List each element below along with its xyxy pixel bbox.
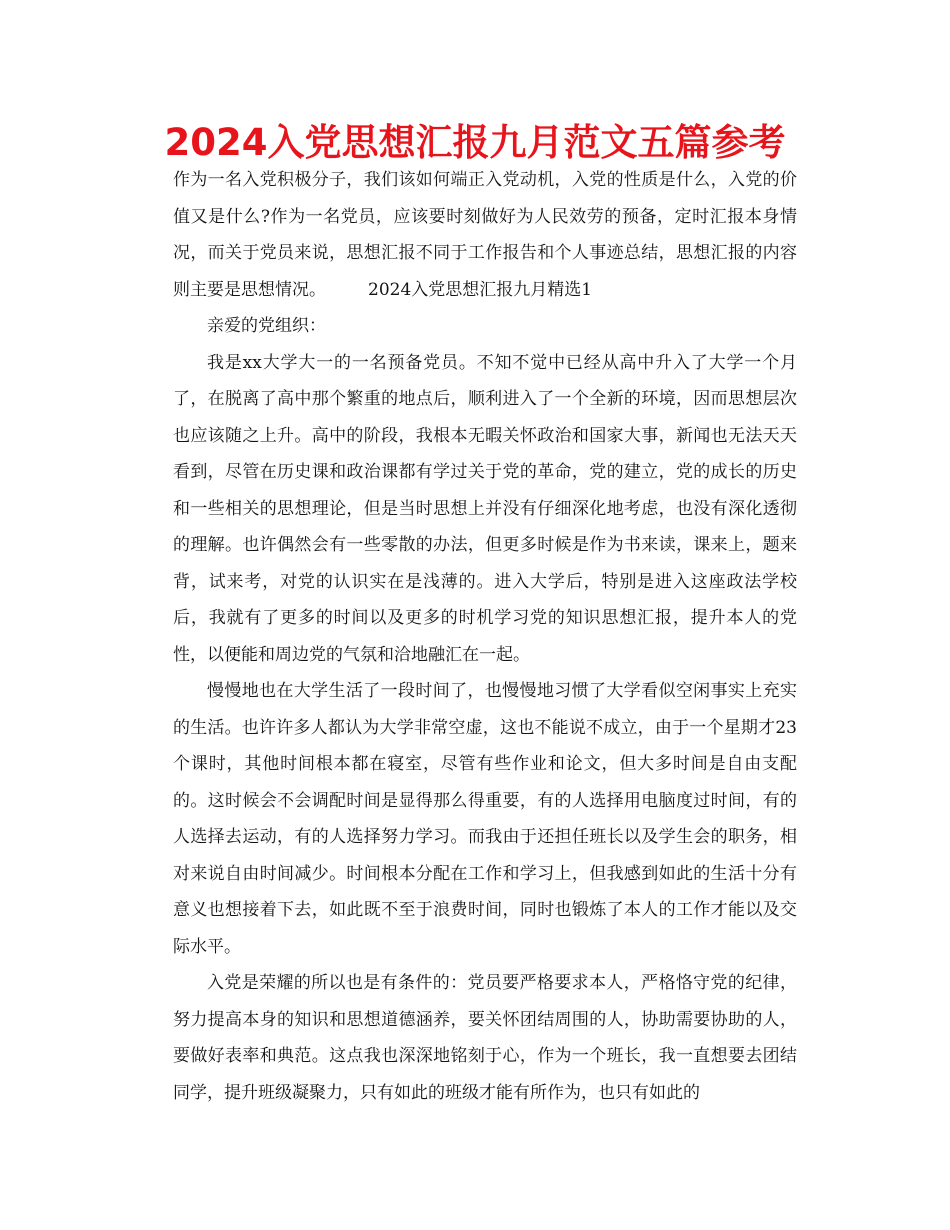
body-paragraph-2: 慢慢地也在大学生活了一段时间了，也慢慢地习惯了大学看似空闲事实上充实的生活。也许许多人都认为大学非常空虚，这也不能说不成立，由于一个星期才23个课时，其他时间根本都在寝室，尽管有些作业和论文，但大多时间是自由支配的。这时候会不会调配时间是显得那么得重要，有的人选择用电脑度过时间，有的人选择去运动，有的人选择努力学习。而我由于还担任班长以及学生会的职务，相对来说自由时间减少。时间根本分配在工作和学习上，但我感到如此的生活十分有意义也想接着下去，如此既不至于浪费时间，同时也锻炼了本人的工作才能以及交际水平。 — [173, 681, 797, 957]
intro-text: 作为一名入党积极分子，我们该如何端正入党动机，入党的性质是什么，入党的价值又是什么?作为一名党员，应该要时刻做好为人民效劳的预备，定时汇报本身情况，而关于党员来说，思想汇报不同于工作报告和个人事迹总结，思想汇报的内容则主要是思想情况。 — [173, 170, 797, 300]
section-heading: 2024入党思想汇报九月精选1 — [368, 279, 593, 300]
salutation: 亲爱的党组织： — [207, 316, 326, 336]
intro-paragraph — [173, 162, 797, 308]
body-paragraph-1: 我是xx大学大一的一名预备党员。不知不觉中已经从高中升入了大学一个月了，在脱离了高中那个繁重的地点后，顺利进入了一个全新的环境，因而思想层次也应该随之上升。高中的阶段，我根本无暇关怀政治和国家大事，新闻也无法天天看到，尽管在历史课和政治课都有学过关于党的革命，党的建立，党的成长的历史和一些相关的思想理论，但是当时思想上并没有仔细深化地考虑，也没有深化透彻的理解。也许偶然会有一些零散的办法，但更多时候是作为书来读，课来上，题来背，试来考，对党的认识实在是浅薄的。进入大学后，特别是进入这座政法学校后，我就有了更多的时间以及更多的时机学习党的知识思想汇报，提升本人的党性，以便能和周边党的气氛和洽地融汇在一起。 — [173, 352, 797, 665]
body-paragraph-3: 入党是荣耀的所以也是有条件的：党员要严格要求本人，严格恪守党的纪律，努力提高本身的知识和思想道德涵养，要关怀团结周围的人，协助需要协助的人，要做好表率和典范。这点我也深深地铭刻于心，作为一个班长，我一直想要去团结同学，提升班级凝聚力，只有如此的班级才能有所作为，也只有如此的 — [173, 973, 797, 1103]
document-title: 2024入党思想汇报九月范文五篇参考 — [164, 121, 786, 164]
document-body — [173, 162, 797, 1111]
